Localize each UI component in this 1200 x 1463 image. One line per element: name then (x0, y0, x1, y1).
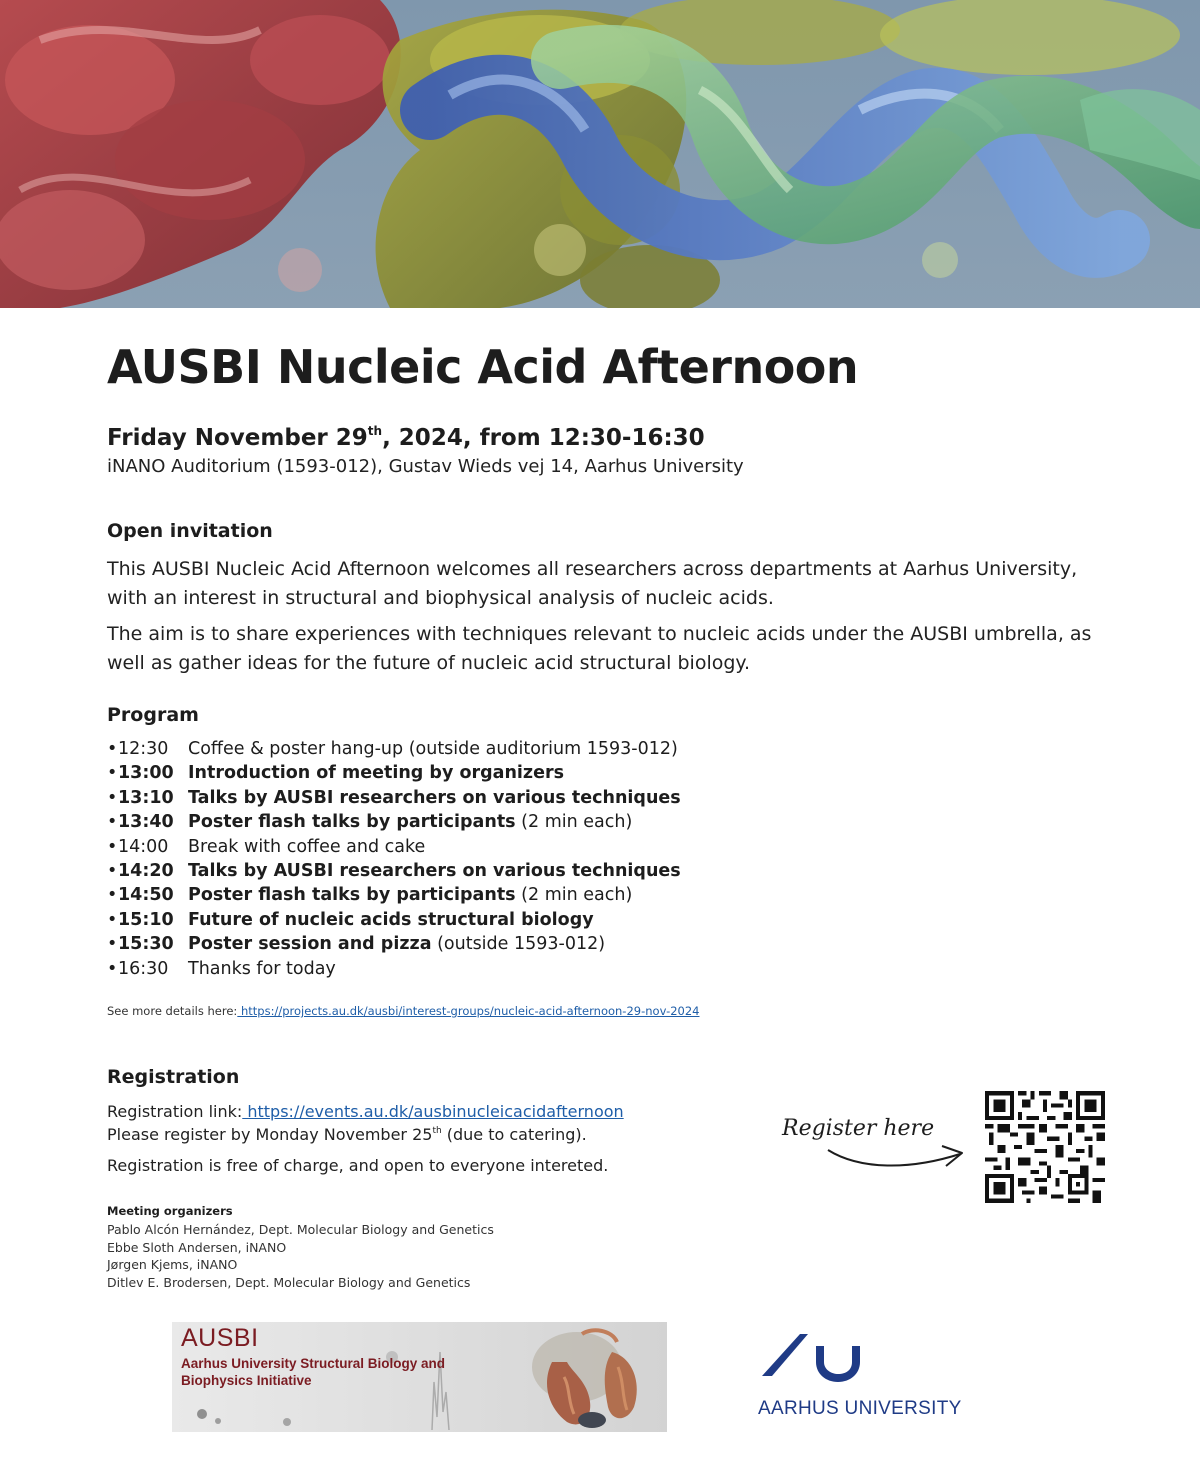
program-item: •12:30 Coffee & poster hang-up (outside auditorium 1593-012) (107, 737, 681, 761)
program-note: (outside 1593-012) (431, 934, 606, 955)
ausbi-logo-title: AUSBI (181, 1324, 259, 1352)
event-date (107, 424, 705, 451)
registration-link-line (107, 1102, 624, 1121)
program-list (107, 737, 681, 981)
program-activity: Future of nucleic acids structural biology (188, 909, 594, 930)
program-activity: Talks by AUSBI researchers on various techniques (188, 861, 681, 882)
program-activity: Introduction of meeting by organizers (188, 763, 565, 784)
registration-link[interactable]: https://events.au.dk/ausbinucleicacidafternoon (242, 1102, 624, 1121)
program-time: 15:30 (118, 934, 174, 955)
program-item: •13:40 Poster flash talks by participants (2 min each) (107, 810, 681, 834)
invitation-paragraph-1: This AUSBI Nucleic Acid Afternoon welcomes all researchers across departments at Aarhus University, with an interest in structural and biophysical analysis of nucleic acids. (107, 558, 1078, 609)
organizer-item: Jørgen Kjems, iNANO (107, 1257, 238, 1272)
invitation-heading: Open invitation (107, 520, 273, 542)
organizer-item: Ebbe Sloth Andersen, iNANO (107, 1239, 287, 1255)
program-activity: Talks by AUSBI researchers on various techniques (188, 787, 681, 808)
aarhus-university-logo-icon (758, 1326, 868, 1388)
program-item: •14:00 Break with coffee and cake (107, 835, 681, 859)
event-venue: iNANO Auditorium (1593-012), Gustav Wieds vej 14, Aarhus University (107, 456, 744, 477)
program-item: •13:10 Talks by AUSBI researchers on various techniques (107, 786, 681, 810)
nucleic-acid-sculpture-illustration (0, 0, 1200, 308)
hero-banner-image (0, 0, 1200, 308)
program-activity: Poster flash talks by participants (188, 885, 516, 906)
date-ordinal: th (367, 424, 383, 438)
invitation-paragraph-2: The aim is to share experiences with techniques relevant to nucleic acids under the AUSBI umbrella, as well as gather ideas for the future of nucleic acid structural biology. (107, 623, 1092, 674)
organizers-heading: Meeting organizers (107, 1204, 233, 1218)
program-activity: Coffee & poster hang-up (outside auditorium 1593-012) (188, 739, 678, 759)
program-activity: Break with coffee and cake (188, 836, 426, 857)
organizers-list (107, 1221, 494, 1291)
aarhus-university-logo-text: AARHUS UNIVERSITY (758, 1398, 962, 1419)
organizer-item: Ditlev E. Brodersen, Dept. Molecular Biology and Genetics (107, 1274, 471, 1290)
registration-free-text: Registration is free of charge, and open to everyone intereted. (107, 1156, 609, 1175)
details-link[interactable]: https://projects.au.dk/ausbi/interest-groups/nucleic-acid-afternoon-29-nov-2024 (237, 1004, 700, 1018)
program-activity: Poster session and pizza (188, 934, 432, 955)
program-note: (2 min each) (515, 812, 633, 833)
program-item: •16:30 Thanks for today (107, 957, 681, 981)
registration-heading: Registration (107, 1066, 240, 1088)
ausbi-logo-subtitle: Aarhus University Structural Biology and Biophysics Initiative (181, 1356, 446, 1388)
program-time: 12:30 (118, 739, 169, 759)
program-note: (2 min each) (515, 885, 633, 906)
program-item: •14:20 Talks by AUSBI researchers on various techniques (107, 859, 681, 883)
details-line (107, 1004, 699, 1018)
program-item: •14:50 Poster flash talks by participants (2 min each) (107, 883, 681, 907)
program-activity: Thanks for today (188, 958, 336, 979)
registration-deadline: Please register by Monday November 25th (due to catering). (107, 1125, 587, 1144)
program-item: •15:10 Future of nucleic acids structural biology (107, 908, 681, 932)
program-time: 14:50 (118, 885, 174, 906)
program-time: 15:10 (118, 909, 174, 930)
program-time: 14:20 (118, 861, 174, 882)
ausbi-logo (172, 1322, 667, 1432)
program-item: •13:00 Introduction of meeting by organizers (107, 761, 681, 785)
program-item: •15:30 Poster session and pizza (outside 1593-012) (107, 932, 681, 956)
arrow-icon (820, 1136, 970, 1176)
program-time: 16:30 (118, 958, 169, 979)
program-time: 13:00 (118, 763, 174, 784)
registration-link-label: Registration link: (107, 1102, 243, 1121)
register-here-label: Register here (782, 1116, 935, 1141)
program-heading: Program (107, 704, 199, 726)
organizer-item: Pablo Alcón Hernández, Dept. Molecular Biology and Genetics (107, 1222, 494, 1237)
details-label: See more details here: (107, 1004, 238, 1018)
program-time: 13:40 (118, 812, 174, 833)
program-activity: Poster flash talks by participants (188, 812, 516, 833)
page-title: AUSBI Nucleic Acid Afternoon (107, 340, 859, 394)
program-time: 13:10 (118, 787, 174, 808)
date-time: , 2024, from 12:30-16:30 (382, 425, 705, 451)
program-time: 14:00 (118, 836, 169, 857)
qr-code[interactable] (985, 1091, 1105, 1203)
date-day: Friday November 29 (107, 425, 368, 451)
